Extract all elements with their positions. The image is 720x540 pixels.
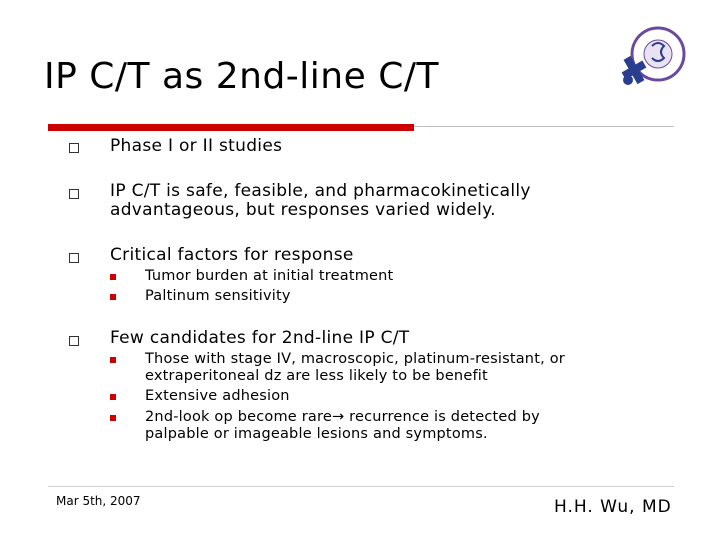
bullet-text: Phase I or II studies [110,136,283,156]
sub-bullet-text: Those with stage IV, macroscopic, platinum-resistant, or [145,351,565,367]
sub-bullet-square [110,394,116,400]
sub-bullet-text: Paltinum sensitivity [145,288,291,304]
bullet-box [69,253,79,263]
slide-title: IP C/T as 2nd-line C/T [44,56,439,97]
bullet-box [69,143,79,153]
sub-bullet-text: Tumor burden at initial treatment [145,268,394,284]
bullet-text-continued: advantageous, but responses varied widely. [110,200,496,220]
sub-bullet-text-continued: palpable or imageable lesions and symptoms. [145,426,488,442]
footer-author: H.H. Wu, MD [554,497,672,517]
sub-bullet-square [110,274,116,280]
sub-bullet-square [110,415,116,421]
sub-bullet-square [110,294,116,300]
bullet-box [69,189,79,199]
society-logo [618,24,686,92]
footer-date: Mar 5th, 2007 [56,494,141,508]
bullet-box [69,336,79,346]
sub-bullet-square [110,357,116,363]
bullet-text: Few candidates for 2nd-line IP C/T [110,328,410,348]
sub-bullet-text-continued: extraperitoneal dz are less likely to be benefit [145,368,488,384]
accent-bar [48,124,414,131]
sub-bullet-text: Extensive adhesion [145,388,290,404]
bullet-text: IP C/T is safe, feasible, and pharmacokinetically [110,181,531,201]
footer-divider [48,486,674,487]
bullet-text: Critical factors for response [110,245,354,265]
sub-bullet-text: 2nd-look op become rare→ recurrence is detected by [145,409,540,425]
